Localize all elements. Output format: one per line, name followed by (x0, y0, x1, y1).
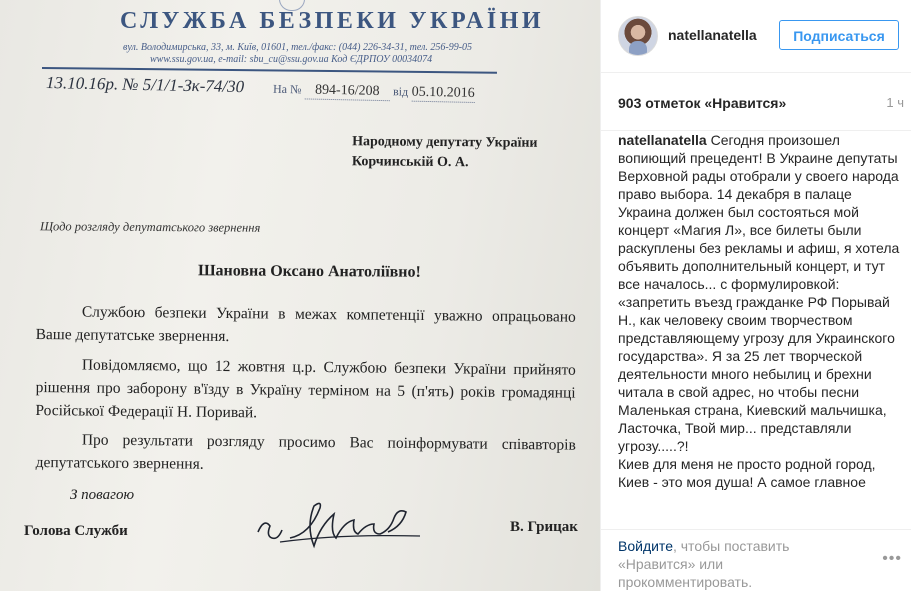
reply-to-label: На № (272, 81, 302, 97)
handwritten-signature (250, 492, 440, 562)
more-options-icon[interactable]: ••• (882, 550, 902, 567)
follow-button[interactable]: Подписаться (779, 20, 899, 50)
reply-date: 05.10.2016 (411, 84, 475, 101)
letter-regards: З повагою (70, 487, 135, 503)
signer-name: В. Грицак (510, 519, 578, 535)
recipient-title: Народному депутату України (352, 134, 538, 151)
likes-row (601, 72, 911, 131)
username-link[interactable]: natellanatella (668, 27, 757, 43)
letter-subject: Щодо розгляду депутатського звернення (39, 219, 261, 235)
letterhead-org-name: СЛУЖБА БЕЗПЕКИ УКРАЇНИ (120, 8, 545, 34)
signer-position: Голова Служби (24, 523, 128, 539)
letterhead-address: вул. Володимирська, 33, м. Київ, 01601, тел./факс: (044) 226-34-31, тел. 256-99-05 (123, 42, 473, 53)
registration-line (46, 73, 475, 103)
likes-count[interactable]: 903 отметок «Нравится» (618, 95, 787, 111)
letter-paragraph-3: Про результати розгляду просимо Вас поінформувати співавторів депутатського звернення. (35, 431, 576, 473)
letterhead-divider (42, 67, 497, 74)
login-prompt-text: , чтобы поставить «Нравится» или прокомментировать. (618, 538, 790, 590)
letter-paragraph-2: Повідомляємо, що 12 жовтня ц.р. Службою безпеки України прийнято рішення про заборону в'їзду в Україну терміном на 5 (п'ять) років громадянці Російської Федерації Н. Поривай. (35, 356, 576, 422)
post-caption (618, 131, 904, 527)
letterhead-contacts: www.ssu.gov.ua, e-mail: sbu_cu@ssu.gov.ua Код ЄДРПОУ 00034074 (150, 54, 433, 65)
login-link[interactable]: Войдите (618, 538, 673, 554)
post-sidebar (600, 0, 911, 591)
letter-salutation: Шановна Оксано Анатоліївно! (197, 262, 421, 281)
reply-to-number: 894-16/208 (305, 82, 390, 101)
caption-text: Сегодня произошел вопиющий прецедент! В Украине депутаты Верховной рады отобрали у своего народа право выбора. 14 декабря в палаце Украина должен был состояться мой концерт «Магия Л», все билеты были раскуплены без рекламы и афиш, я хотела объявить дополнительный концерт, и тут все началось... с формулировкой: «запретить въезд гражданке РФ Порывай Н., как человеку своим творчеством представляющему угрозу для Украинского государства». Я за 25 лет творческой деятельности много небылиц и брехни читала в свой адрес, но чтобы песни Маленькая страна, Киевский мальчишка, Ласточка, Твой мир... представляли угрозу.....?! Киев для меня не просто родной город, Киев - это моя душа! А самое главное (618, 132, 900, 490)
login-prompt (618, 537, 858, 591)
caption-username[interactable]: natellanatella (618, 132, 707, 148)
avatar[interactable] (618, 16, 658, 56)
recipient-block (352, 132, 538, 174)
post-header (601, 0, 911, 73)
recipient-name: Корчинській О. А. (351, 154, 469, 171)
reply-date-label: від (392, 84, 409, 99)
post-footer (601, 529, 911, 592)
letter-paragraph-1: Службою безпеки України в межах компетенції уважно опрацьовано Ваше депутатське звернення. (35, 303, 576, 346)
post-time[interactable]: 1 ч (886, 95, 904, 110)
registration-number: 13.10.16р. № 5/1/1-Зк-74/30 (45, 73, 245, 97)
